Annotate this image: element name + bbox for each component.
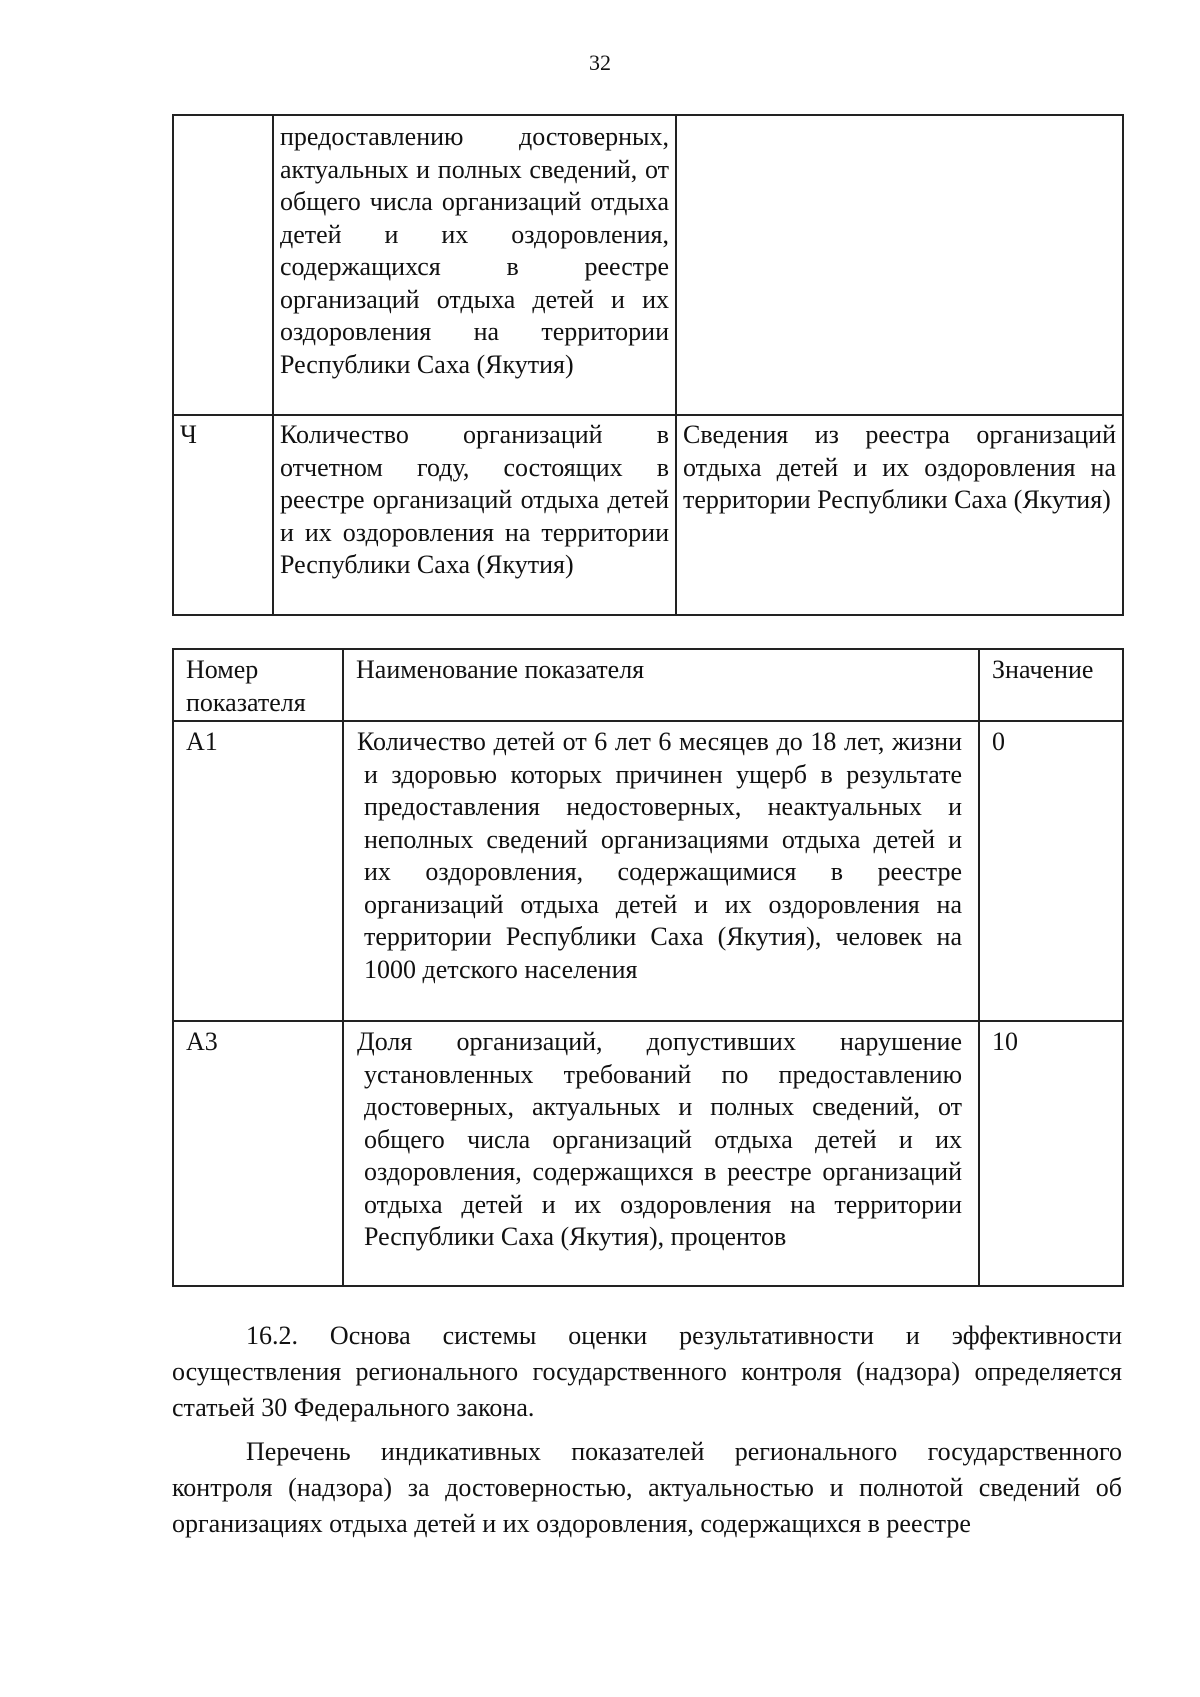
paragraph-16-2: 16.2. Основа системы оценки результативности и эффективности осуществления регионального государственного контроля (надзора) определяется статьей 30 Федерального закона. [172,1321,1122,1422]
indicator-name-cell: Количество организаций в отчетном году, состоящих в реестре организаций отдыха детей и их оздоровления на территории Республики Саха (Якутия) [273,415,676,615]
table-row [173,415,1123,615]
table-row [173,1021,1123,1286]
table-header-row [173,649,1123,721]
header-number: Номер показателя [173,649,343,721]
indicator-number-cell: А1 [173,721,343,1021]
continuation-table [172,114,1124,616]
table-row [173,721,1123,1021]
page-number: 32 [589,50,611,75]
indicator-source-cell: Сведения из реестра организаций отдыха детей и их оздоровления на территории Республики Саха (Якутия) [676,415,1123,615]
indicator-name-cell: предоставлению достоверных, актуальных и полных сведений, от общего числа организаций отдыха детей и их оздоровления, содержащихся в реестре организаций отдыха детей и их оздоровления на территории Республики Саха (Якутия) [273,115,676,415]
header-value: Значение [979,649,1123,721]
indicator-value-cell: 0 [979,721,1123,1021]
indicator-value-cell: 10 [979,1021,1123,1286]
indicator-source-cell [676,115,1123,415]
indicator-table [172,648,1124,1287]
indicator-name-cell: Доля организаций, допустивших нарушение установленных требований по предоставлению достоверных, актуальных и полных сведений, от общего числа организаций отдыха детей и их оздоровления, содержащихся в реестре организаций отдыха детей и их оздоровления на территории Республики Саха (Якутия), процентов [343,1021,979,1286]
indicator-code-cell [173,115,273,415]
header-name: Наименование показателя [343,649,979,721]
indicator-name-cell: Количество детей от 6 лет 6 месяцев до 18 лет, жизни и здоровью которых причинен ущерб в результате предоставления недостоверных, неактуальных и неполных сведений организациями отдыха детей и их оздоровления, содержащимися в реестре организаций отдыха детей и их оздоровления на территории Республики Саха (Якутия), человек на 1000 детского населения [343,721,979,1021]
table-row [173,115,1123,415]
indicator-number-cell: А3 [173,1021,343,1286]
paragraph-indicator-list: Перечень индикативных показателей регионального государственного контроля (надзора) за достоверностью, актуальностью и полнотой сведений об организациях отдыха детей и их оздоровления, содержащихся в реестре [172,1437,1122,1538]
indicator-code-cell: Ч [173,415,273,615]
